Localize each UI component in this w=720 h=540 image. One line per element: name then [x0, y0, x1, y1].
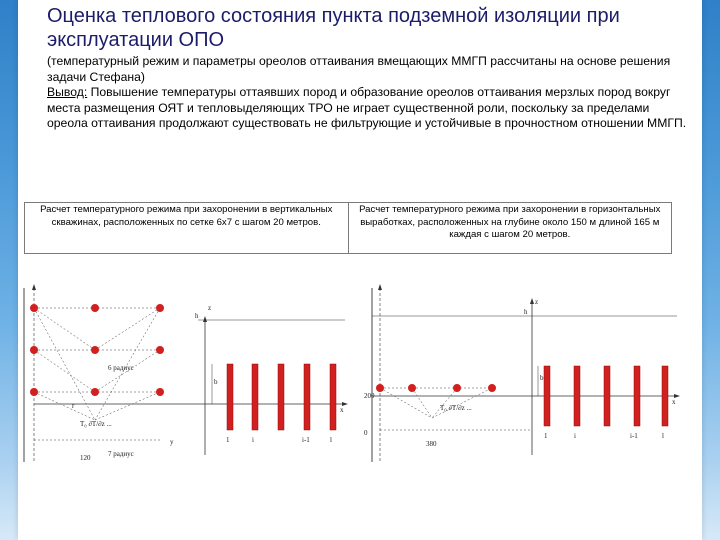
figure-horizontal-drifts — [352, 280, 684, 468]
val-200: 200 — [364, 392, 375, 400]
slide-title: Оценка теплового состояния пункта подземной изоляции при эксплуатации ОПО — [47, 5, 620, 51]
label-i-minus-1: i-1 — [302, 436, 310, 444]
table-cell-horizontal: Расчет температурного режима при захоронении в горизонтальных выработках, расположенных на глубине около 150 м длиной 165 м каждая с шагом 20 метров. — [348, 203, 672, 254]
slide-description — [47, 54, 687, 132]
axis-z-label: z — [535, 298, 539, 306]
conclusion-label: Вывод: — [47, 85, 88, 99]
axis-z-label: z — [208, 304, 212, 312]
label-i: i — [574, 432, 576, 440]
label-i-minus-1: i-1 — [630, 432, 638, 440]
axis-x-label: x — [340, 406, 344, 414]
dim-380: 380 — [426, 440, 437, 448]
figure-vertical-svg — [20, 280, 352, 468]
label-one: 1 — [544, 432, 548, 440]
comparison-table — [24, 202, 672, 254]
label-r: r — [72, 402, 75, 410]
dim-120: 120 — [80, 454, 91, 462]
label-6-radius: 6 радиус — [108, 364, 134, 372]
table-row — [25, 203, 672, 254]
h-label: h — [524, 308, 528, 316]
label-l: l — [662, 432, 664, 440]
well-bars — [227, 364, 336, 430]
formula-right: T₀ ∂T/∂z ... — [440, 404, 472, 412]
conclusion-text: Повышение температуры оттаявших пород и образование ореолов оттаивания мерзлых пород вокруг места размещения ОЯТ и тепловыделяющих ТРО не играет существенной роли, поскольку за пределами ореола оттаивания продолжают существовать не фильтрующие и устойчивые в прочностном отношении ММГП. — [47, 85, 687, 130]
val-zero: 0 — [364, 429, 368, 437]
label-i: i — [252, 436, 254, 444]
h-label: h — [195, 312, 199, 320]
label-7-radius: 7 радиус — [108, 450, 134, 458]
figure-vertical-wells — [20, 280, 352, 468]
label-b: b — [214, 378, 218, 386]
label-b: b — [540, 374, 544, 382]
formula-left: T₀ ∂T/∂z ... — [80, 420, 112, 428]
table-cell-vertical: Расчет температурного режима при захоронении в вертикальных скважинах, расположенных по сетке 6х7 с шагом 20 метров. — [25, 203, 349, 254]
label-one: 1 — [226, 436, 230, 444]
figure-horizontal-svg — [352, 280, 684, 468]
axis-y-label: y — [170, 438, 174, 446]
description-line1: (температурный режим и параметры ореолов оттаивания вмещающих ММГП рассчитаны на основе решения задачи Стефана) — [47, 54, 671, 84]
label-l: l — [330, 436, 332, 444]
axis-x-label: x — [672, 398, 676, 406]
